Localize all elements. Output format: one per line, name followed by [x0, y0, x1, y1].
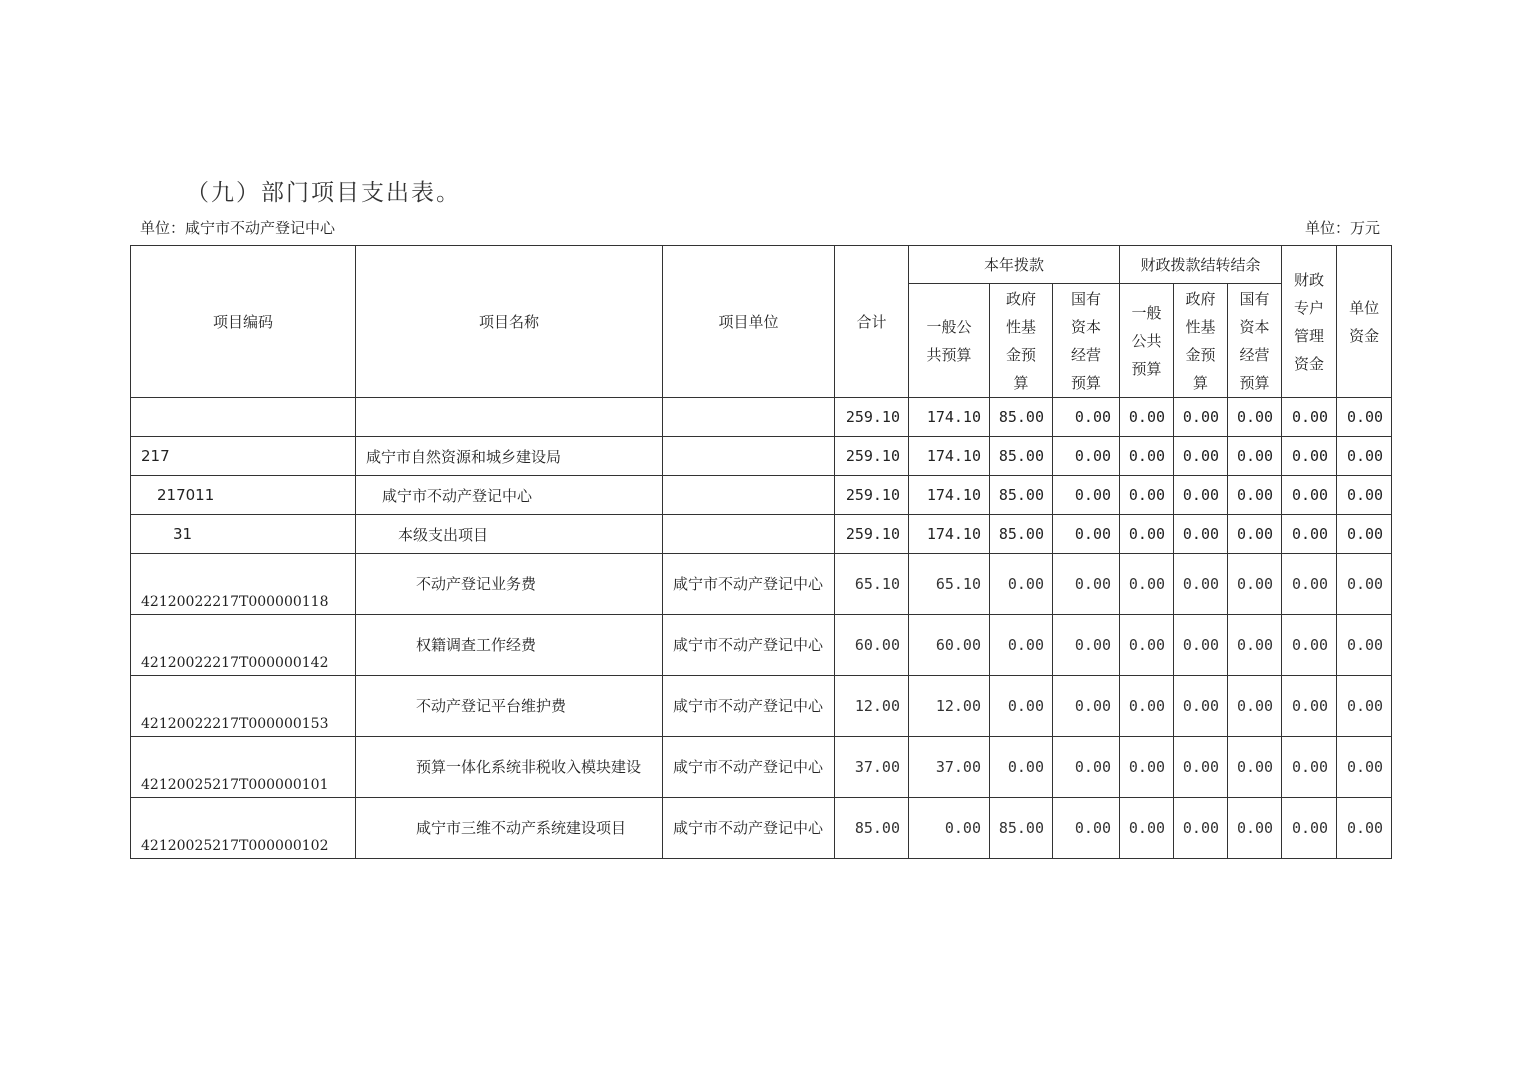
row-total: 259.10 [835, 437, 909, 476]
row-name: 预算一体化系统非税收入模块建设 [356, 737, 663, 798]
row-unit: 咸宁市不动产登记中心 [663, 554, 835, 615]
row-state-capital: 0.00 [1053, 798, 1120, 859]
row-general-budget: 0.00 [909, 798, 990, 859]
row-special-fund: 0.00 [1282, 798, 1337, 859]
row-total: 259.10 [835, 398, 909, 437]
row-code: 217 [131, 437, 356, 476]
row-gov-fund: 0.00 [990, 676, 1053, 737]
row-carry-general: 0.00 [1120, 615, 1174, 676]
row-carry-state-capital: 0.00 [1228, 798, 1282, 859]
row-general-budget: 60.00 [909, 615, 990, 676]
row-carry-gov-fund: 0.00 [1174, 798, 1228, 859]
row-carry-gov-fund: 0.00 [1174, 737, 1228, 798]
row-carry-state-capital: 0.00 [1228, 398, 1282, 437]
header-row-top [131, 246, 1392, 284]
row-code: 42120022217T000000118 [131, 554, 356, 615]
row-carry-state-capital: 0.00 [1228, 676, 1282, 737]
row-total: 12.00 [835, 676, 909, 737]
header-special-fund: 财政专户管理资金 [1282, 246, 1337, 398]
row-total: 60.00 [835, 615, 909, 676]
page-title: （九）部门项目支出表。 [186, 180, 461, 206]
row-code: 217011 [131, 476, 356, 515]
row-general-budget: 174.10 [909, 437, 990, 476]
row-code: 42120025217T000000102 [131, 798, 356, 859]
row-carry-state-capital: 0.00 [1228, 515, 1282, 554]
row-code: 31 [131, 515, 356, 554]
row-unit-fund: 0.00 [1337, 676, 1392, 737]
row-state-capital: 0.00 [1053, 615, 1120, 676]
row-special-fund: 0.00 [1282, 554, 1337, 615]
row-carry-state-capital: 0.00 [1228, 554, 1282, 615]
unit-currency-label: 单位：万元 [1304, 219, 1380, 237]
row-name: 咸宁市自然资源和城乡建设局 [356, 437, 663, 476]
row-state-capital: 0.00 [1053, 515, 1120, 554]
header-carry-general: 一般公共预算 [1120, 284, 1174, 398]
row-gov-fund: 85.00 [990, 798, 1053, 859]
row-unit-fund: 0.00 [1337, 798, 1392, 859]
row-state-capital: 0.00 [1053, 676, 1120, 737]
table-row [131, 615, 1392, 676]
row-code: 42120022217T000000142 [131, 615, 356, 676]
row-carry-gov-fund: 0.00 [1174, 554, 1228, 615]
header-name: 项目名称 [356, 246, 663, 398]
row-general-budget: 65.10 [909, 554, 990, 615]
table-row [131, 798, 1392, 859]
row-gov-fund: 0.00 [990, 737, 1053, 798]
row-gov-fund: 85.00 [990, 437, 1053, 476]
header-carry-gov-fund: 政府性基金预算 [1174, 284, 1228, 398]
row-carry-state-capital: 0.00 [1228, 437, 1282, 476]
row-name: 不动产登记平台维护费 [356, 676, 663, 737]
header-unit: 项目单位 [663, 246, 835, 398]
row-state-capital: 0.00 [1053, 476, 1120, 515]
row-name [356, 398, 663, 437]
row-state-capital: 0.00 [1053, 437, 1120, 476]
row-general-budget: 174.10 [909, 398, 990, 437]
row-general-budget: 174.10 [909, 476, 990, 515]
header-total: 合计 [835, 246, 909, 398]
row-unit-fund: 0.00 [1337, 737, 1392, 798]
table-row [131, 476, 1392, 515]
row-special-fund: 0.00 [1282, 737, 1337, 798]
row-carry-gov-fund: 0.00 [1174, 476, 1228, 515]
row-carry-gov-fund: 0.00 [1174, 398, 1228, 437]
header-code: 项目编码 [131, 246, 356, 398]
row-general-budget: 37.00 [909, 737, 990, 798]
row-unit [663, 398, 835, 437]
row-carry-general: 0.00 [1120, 437, 1174, 476]
row-unit: 咸宁市不动产登记中心 [663, 737, 835, 798]
row-name: 不动产登记业务费 [356, 554, 663, 615]
row-name: 权籍调查工作经费 [356, 615, 663, 676]
row-unit-fund: 0.00 [1337, 398, 1392, 437]
row-total: 65.10 [835, 554, 909, 615]
row-unit: 咸宁市不动产登记中心 [663, 798, 835, 859]
row-gov-fund: 85.00 [990, 476, 1053, 515]
row-special-fund: 0.00 [1282, 437, 1337, 476]
row-total: 259.10 [835, 476, 909, 515]
row-carry-general: 0.00 [1120, 676, 1174, 737]
row-carry-general: 0.00 [1120, 398, 1174, 437]
header-carry-state-capital: 国有资本经营预算 [1228, 284, 1282, 398]
row-gov-fund: 0.00 [990, 554, 1053, 615]
row-code: 42120025217T000000101 [131, 737, 356, 798]
row-unit-fund: 0.00 [1337, 515, 1392, 554]
table-row [131, 737, 1392, 798]
row-carry-general: 0.00 [1120, 737, 1174, 798]
row-general-budget: 12.00 [909, 676, 990, 737]
row-gov-fund: 85.00 [990, 515, 1053, 554]
row-carry-general: 0.00 [1120, 515, 1174, 554]
row-carry-gov-fund: 0.00 [1174, 437, 1228, 476]
header-group-current: 本年拨款 [909, 246, 1120, 284]
row-special-fund: 0.00 [1282, 476, 1337, 515]
row-unit-fund: 0.00 [1337, 615, 1392, 676]
row-carry-state-capital: 0.00 [1228, 737, 1282, 798]
row-gov-fund: 85.00 [990, 398, 1053, 437]
header-unit-fund: 单位资金 [1337, 246, 1392, 398]
header-gov-fund: 政府性基金预算 [990, 284, 1053, 398]
row-unit: 咸宁市不动产登记中心 [663, 676, 835, 737]
row-special-fund: 0.00 [1282, 615, 1337, 676]
row-unit [663, 515, 835, 554]
row-carry-gov-fund: 0.00 [1174, 515, 1228, 554]
row-general-budget: 174.10 [909, 515, 990, 554]
row-special-fund: 0.00 [1282, 398, 1337, 437]
row-unit-fund: 0.00 [1337, 437, 1392, 476]
row-carry-general: 0.00 [1120, 554, 1174, 615]
header-state-capital: 国有资本经营预算 [1053, 284, 1120, 398]
unit-org-label: 单位：咸宁市不动产登记中心 [140, 219, 336, 237]
row-unit-fund: 0.00 [1337, 476, 1392, 515]
table-row [131, 554, 1392, 615]
table-row [131, 515, 1392, 554]
row-special-fund: 0.00 [1282, 676, 1337, 737]
row-total: 37.00 [835, 737, 909, 798]
row-name: 本级支出项目 [356, 515, 663, 554]
table-row [131, 437, 1392, 476]
row-carry-state-capital: 0.00 [1228, 476, 1282, 515]
row-name: 咸宁市不动产登记中心 [356, 476, 663, 515]
row-unit-fund: 0.00 [1337, 554, 1392, 615]
row-name: 咸宁市三维不动产系统建设项目 [356, 798, 663, 859]
row-special-fund: 0.00 [1282, 515, 1337, 554]
row-carry-gov-fund: 0.00 [1174, 615, 1228, 676]
row-state-capital: 0.00 [1053, 398, 1120, 437]
header-group-carry: 财政拨款结转结余 [1120, 246, 1282, 284]
table-row [131, 398, 1392, 437]
row-unit: 咸宁市不动产登记中心 [663, 615, 835, 676]
row-gov-fund: 0.00 [990, 615, 1053, 676]
table-row [131, 676, 1392, 737]
row-state-capital: 0.00 [1053, 737, 1120, 798]
row-total: 259.10 [835, 515, 909, 554]
row-total: 85.00 [835, 798, 909, 859]
row-code [131, 398, 356, 437]
row-carry-gov-fund: 0.00 [1174, 676, 1228, 737]
header-general-budget: 一般公共预算 [909, 284, 990, 398]
row-carry-state-capital: 0.00 [1228, 615, 1282, 676]
row-state-capital: 0.00 [1053, 554, 1120, 615]
row-carry-general: 0.00 [1120, 798, 1174, 859]
row-unit [663, 476, 835, 515]
row-carry-general: 0.00 [1120, 476, 1174, 515]
row-unit [663, 437, 835, 476]
project-expense-table [130, 245, 1392, 859]
row-code: 42120022217T000000153 [131, 676, 356, 737]
